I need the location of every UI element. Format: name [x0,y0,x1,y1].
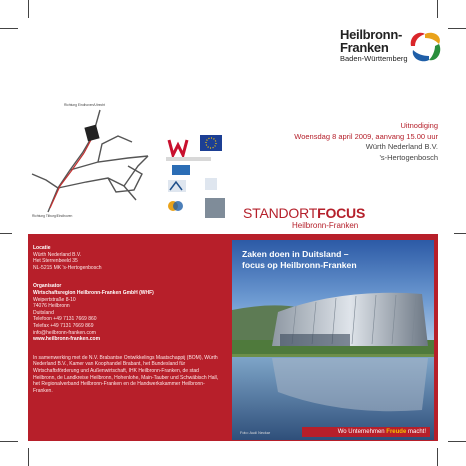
logo-line-2: Franken [340,40,389,55]
crop-mark [28,448,29,466]
sponsor-photo-logo [205,198,225,218]
organizer-heading: Organisator [33,283,62,290]
ihk-logo [166,178,190,194]
standortfocus-part1: STANDORT [243,205,318,221]
slogan-accent: Freude [386,429,407,435]
location-line: Würth Nederland B.V. [33,251,82,258]
invitation-date: Woensdag 8 april 2009, aanvang 15.00 uur [294,131,438,141]
photo-credit: Foto: Audi Neckar [240,431,271,435]
photo-headline [242,249,357,271]
invitation-city: 's-Hertogenbosch [379,152,438,162]
organizer-line: Telefax +49 7131 7669 869 [33,322,94,329]
standortfocus-subtitle: Heilbronn-Franken [292,221,359,230]
photo-headline-line-1: Zaken doen in Duitsland – [242,249,349,259]
website-link[interactable]: www.heilbronn-franken.com [33,336,101,343]
photo-headline-line-2: focus op Heilbronn-Franken [242,260,357,270]
crop-mark [448,441,466,442]
logo-line-1: Heilbronn- [340,27,402,42]
organizer-line: 74076 Heilbronn [33,303,70,310]
logo-line-3: Baden-Württemberg [340,54,408,63]
crop-mark [28,0,29,18]
invitation-block [294,121,438,163]
organizer-line: Telefoon +49 7131 7669 860 [33,316,97,323]
crop-mark [0,28,18,29]
location-line: Het Sterrenbeeld 35 [33,258,78,265]
map-label-top: Richtung Eindhoven/Utrecht [64,103,106,107]
organizer-name: Wirtschaftsregion Heilbronn-Franken GmbH (WHF) [33,289,154,296]
location-line: NL-5215 MK 's-Hertogenbosch [33,264,102,271]
details-column [33,239,223,394]
slogan-prefix: Wo Unternehmen [337,429,387,435]
crop-mark [437,448,438,466]
location-heading: Locatie [33,245,51,251]
route-map [28,100,153,220]
crop-mark [448,28,466,29]
region-small-logo [166,199,186,213]
slogan-banner [302,427,430,437]
sponsor-caption [166,157,211,161]
organizer-line: Weipertstraße 8-10 [33,296,76,303]
organizer-line: Duitsland [33,309,54,316]
sponsor-mark-icon [205,178,217,190]
logo-emblem-icon [405,28,445,64]
eu-flag-icon [200,135,222,151]
standortfocus-title [243,206,365,220]
standortfocus-part2: FOCUS [317,205,366,221]
slogan-suffix: macht! [406,429,426,435]
bom-logo [172,165,190,175]
invitation-title: Uitnodiging [400,121,438,130]
fold-mark [0,233,12,234]
invitation-company: Würth Nederland B.V. [365,142,438,151]
building-photo [232,240,434,440]
crop-mark [0,441,18,442]
map-label-bottom: Richtung Tilburg/Eindhoven [32,214,73,218]
organizer-line: info@heilbronn-franken.com [33,329,96,336]
crop-mark [437,0,438,18]
cooperation-text: In samenwerking met de N.V. Brabantse Ontwikkelings Maatschappij (BOM), Würth Nederland B.V., Kamer van Koophandel Brabant, het Bundesland für Wirtschaftsförderung und Außenwirtschaft, IHK Heilbronn-Franken, de stad Heilbronn, de Landkreise Heilbronn, Hohenlohe, Main-Tauber und Schwäbisch Hall, het Regionalverband Heilbronn-Franken en de Handwerkskammer Heilbronn-Franken. [33,354,219,394]
fold-mark [454,233,466,234]
